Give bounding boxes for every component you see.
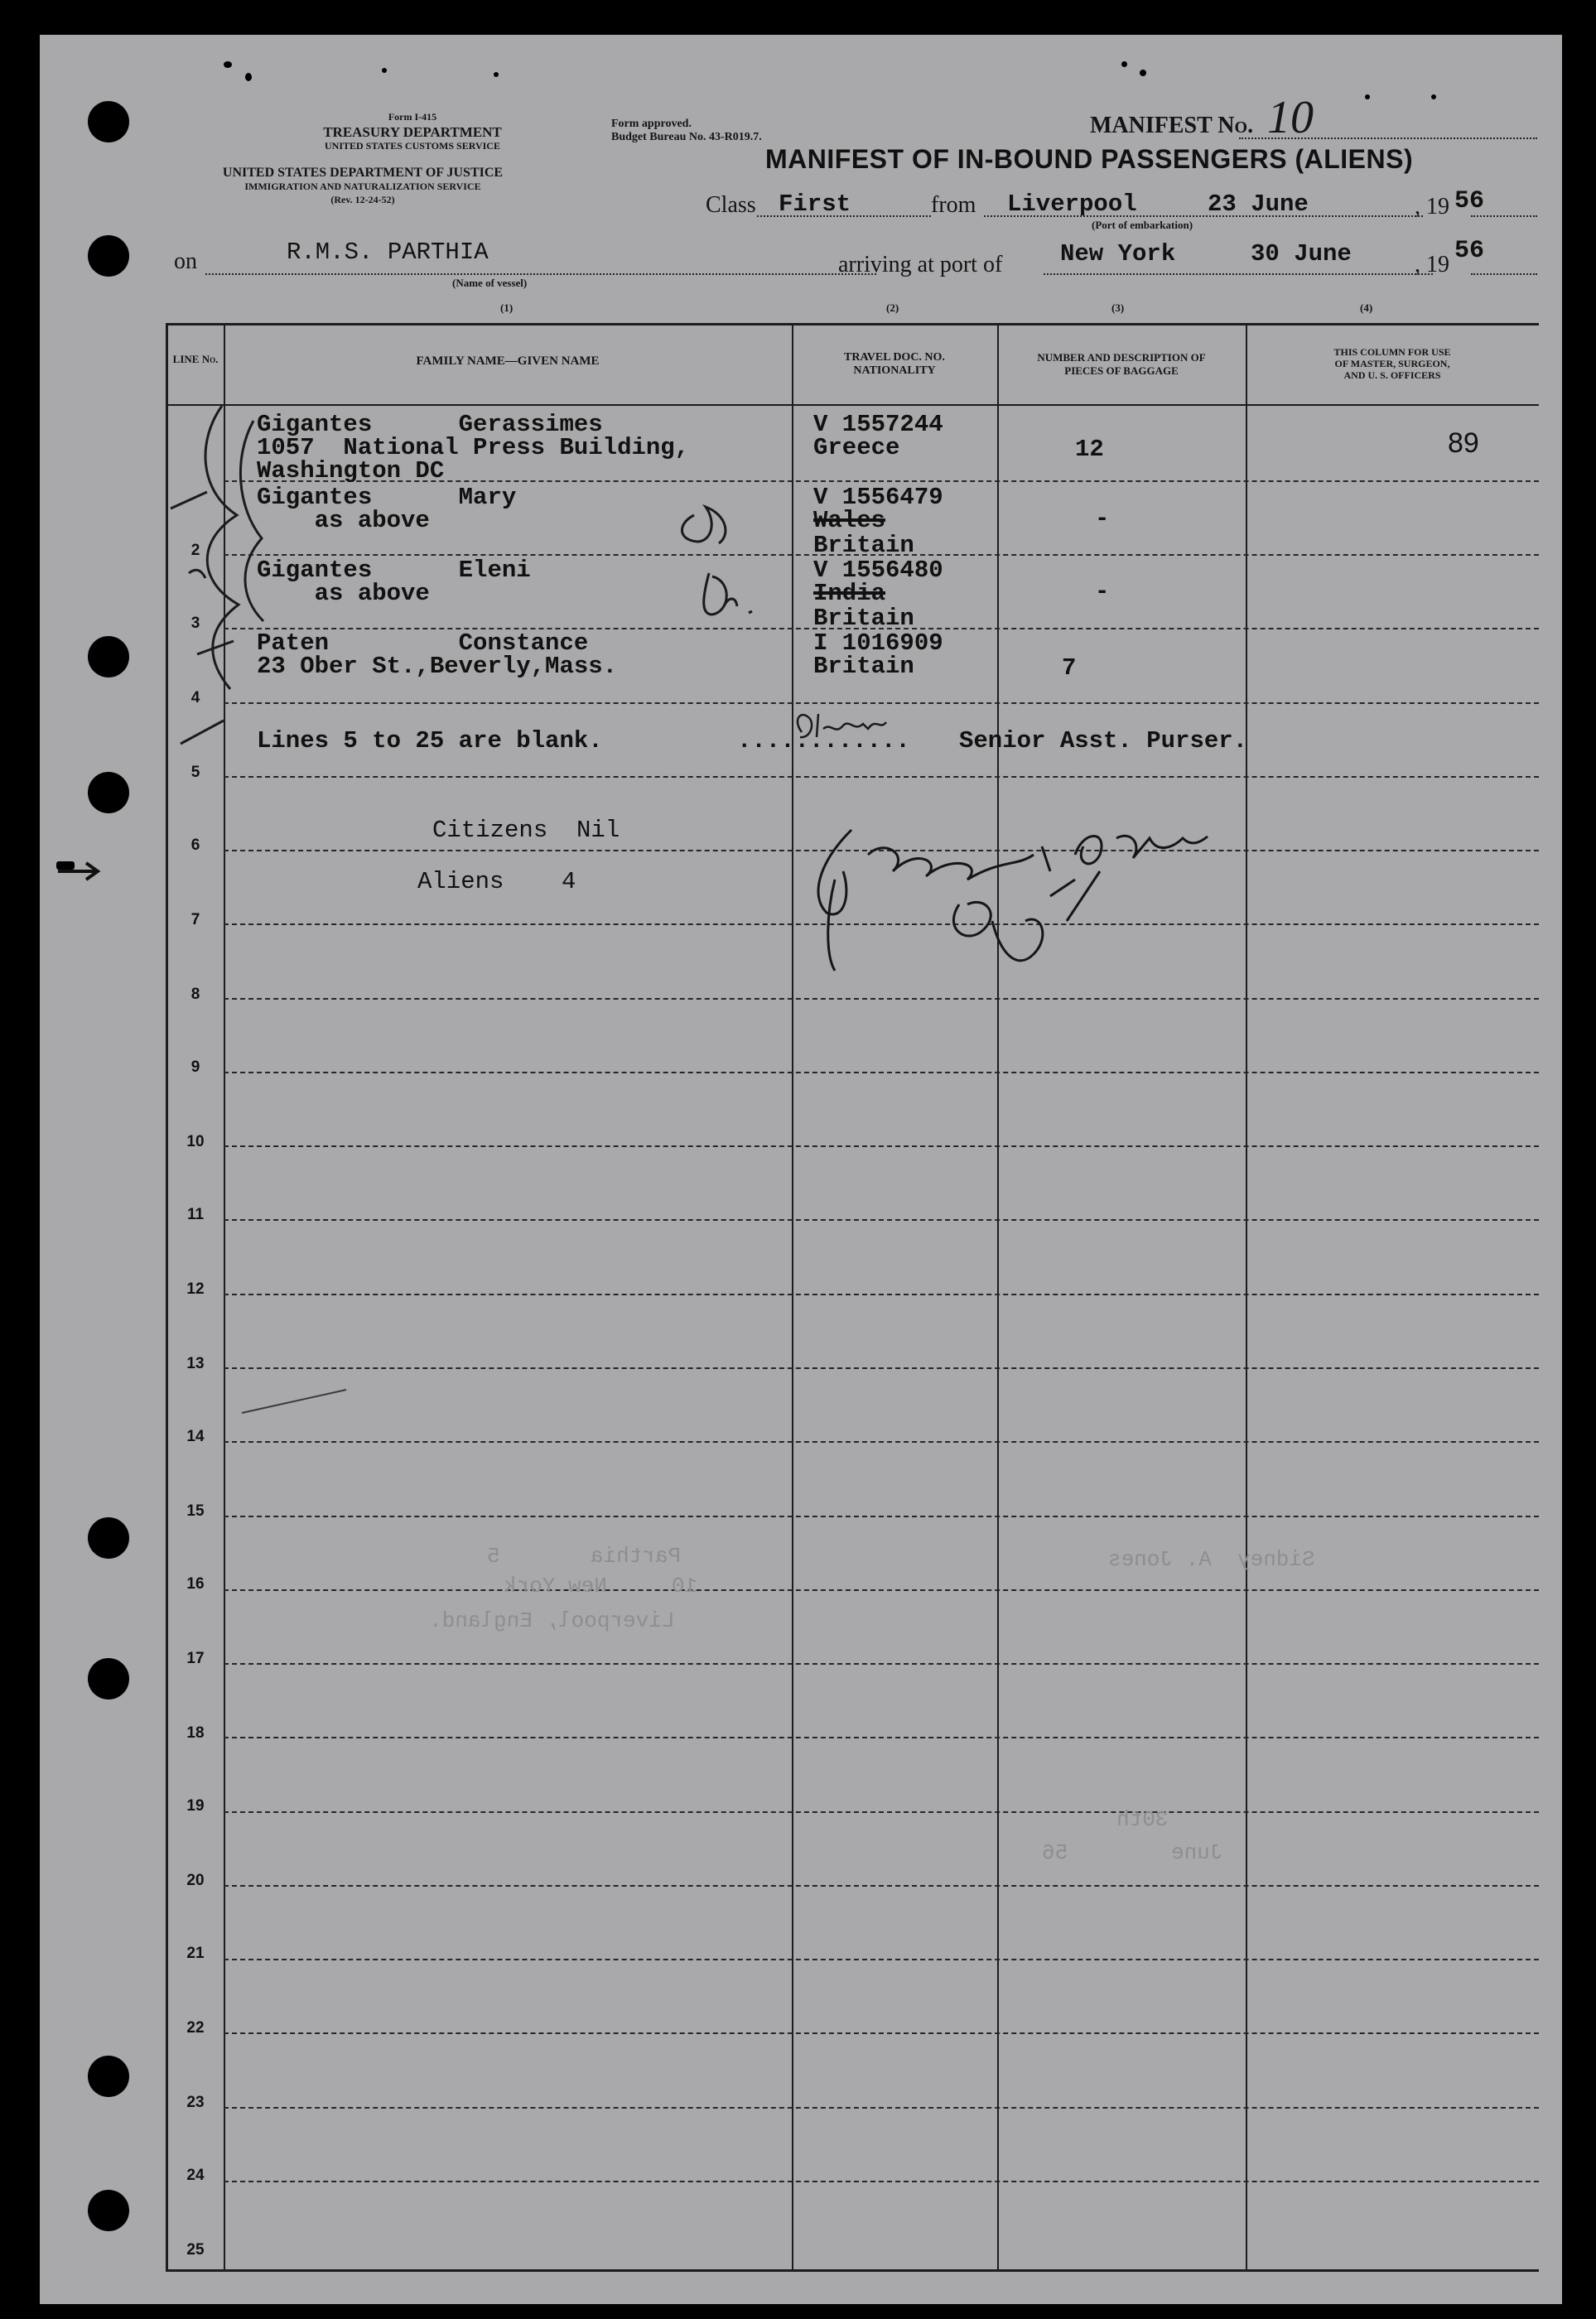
passenger-name: Gigantes Mary [257,484,517,511]
nationality: Britain [813,653,914,680]
line-number: 12 [186,1280,205,1298]
travel-doc-header: TRAVEL DOC. NO. [844,351,945,364]
passenger-name: Paten Constance [257,629,589,657]
baggage-header: NUMBER AND DESCRIPTION OF [1037,351,1206,364]
row-line [224,1737,1539,1738]
manifest-number: 10 [1267,92,1314,143]
arrival-year: 56 [1454,237,1485,265]
line-number: 10 [186,1133,205,1150]
travel-doc-number: I 1016909 [813,629,943,657]
row-line [224,1294,1539,1295]
officers-header-line3: AND U. S. OFFICERS [1343,369,1441,381]
family-bracket-mark [164,391,288,772]
vessel-caption: (Name of vessel) [452,277,528,289]
passenger-address: 1057 National Press Building, [257,434,690,461]
line-number: 22 [186,2019,205,2037]
speck [1431,94,1436,99]
line-number: 17 [186,1650,205,1667]
passenger-address: as above [257,507,430,534]
arrival-port: New York [1060,240,1176,268]
row-line [224,1219,1539,1221]
speck [224,61,232,68]
binder-hole [88,1658,129,1699]
line-number: 20 [186,1872,205,1889]
line-number: 19 [186,1797,205,1815]
immigration-service: IMMIGRATION AND NATURALIZATION SERVICE [244,181,481,192]
baggage-count: 7 [1062,654,1077,682]
nationality: Britain [813,532,914,559]
line-number: 21 [186,1945,205,1962]
bleed-through-text: Parthia 5 [487,1544,682,1569]
row-line [224,1811,1539,1813]
baggage-count: 12 [1075,436,1104,463]
speck [245,73,252,81]
baggage-header-line2: PIECES OF BAGGAGE [1064,364,1179,377]
year-line [1471,273,1537,275]
manifest-page [40,35,1562,2304]
line-number: 8 [190,986,200,1003]
officers-header-line2: OF MASTER, SURGEON, [1334,358,1450,369]
vessel-line [205,273,876,275]
row-line [224,2107,1539,2109]
bleed-through-text: Liverpool, England. [429,1608,675,1633]
signature-leader: ............ [737,727,910,755]
port-of-embarkation: Liverpool [1007,190,1137,218]
line-number: 3 [190,615,200,632]
port-of-embarkation-caption: (Port of embarkation) [1092,219,1193,231]
stray-mark [239,1385,354,1418]
line-number: 13 [186,1355,205,1372]
column-3-number: (3) [1111,301,1125,314]
row-line [224,1072,1539,1073]
arrival-line [1044,273,1433,275]
speck [382,68,387,73]
column-divider [997,323,999,2271]
bleed-through-text: 30th [1116,1807,1169,1832]
line-number: 9 [190,1058,200,1076]
row-line [224,776,1539,778]
baggage-count: - [1095,505,1110,533]
row-line [224,1959,1539,1960]
binder-hole [88,1517,129,1559]
line-number: 2 [190,542,200,559]
binder-hole [88,772,129,813]
table-top-border [166,323,1539,325]
line-number: 18 [186,1724,205,1742]
bleed-through-text: Sidney A. Jones [1108,1547,1315,1572]
officers-header: THIS COLUMN FOR USE [1333,346,1451,358]
nationality-header: NATIONALITY [853,364,936,377]
binder-hole [88,2190,129,2231]
customs-service: UNITED STATES CUSTOMS SERVICE [325,140,500,152]
column-4-number: (4) [1360,301,1373,314]
passenger-address: 23 Ober St.,Beverly,Mass. [257,653,618,680]
nationality: Greece [813,434,900,461]
passenger-address: as above [257,580,430,607]
row-line [224,1589,1539,1591]
line-number: 5 [190,764,200,781]
table-header-border [166,404,1539,406]
citizens-count: Citizens Nil [432,817,620,844]
binder-hole [88,101,129,142]
bleed-through-text: 10 New York [504,1574,698,1598]
class-value: First [779,190,851,218]
passenger-address-city: Washington DC [257,457,445,485]
treasury-department: TREASURY DEPARTMENT [323,124,502,140]
handwritten-initials [669,490,769,639]
speck [1365,94,1370,99]
column-2-number: (2) [886,301,899,314]
embarkation-year: 56 [1454,187,1485,215]
embarkation-date: 23 June [1208,190,1309,218]
binder-hole [88,235,129,277]
justice-department: UNITED STATES DEPARTMENT OF JUSTICE [222,166,504,180]
passenger-name: Gigantes Eleni [257,557,531,584]
form-revision: (Rev. 12-24-52) [330,194,395,205]
line-number: 24 [186,2167,205,2184]
row-line [224,1663,1539,1665]
row-line [224,1145,1539,1147]
manifest-title: MANIFEST OF IN-BOUND PASSENGERS (ALIENS) [765,144,1414,174]
binder-hole [88,636,129,677]
line-number: 4 [190,689,200,706]
class-label: Class [706,192,756,218]
column-1-number: (1) [500,301,514,314]
arriving-label: arriving at port of [838,252,1003,277]
line-number: 14 [186,1428,205,1445]
line-number: 25 [186,2241,205,2259]
row-line [224,1441,1539,1443]
column-divider [1246,323,1247,2271]
year-prefix: , 19 [1415,252,1449,277]
year-prefix: , 19 [1415,194,1449,219]
line-number: 15 [186,1502,205,1520]
nationality-struck: Wales [813,507,886,534]
from-label: from [931,192,976,218]
family-name-header: FAMILY NAME—GIVEN NAME [416,354,600,368]
manifest-label: MANIFEST No. [1090,113,1254,138]
row-line [224,1367,1539,1369]
purser-title: Senior Asst. Purser. [959,727,1248,755]
form-approved: Form approved. [611,118,692,130]
line-number: 7 [190,911,200,928]
passenger-name: Gigantes Gerassimes [257,411,603,438]
aliens-count: Aliens 4 [417,868,576,895]
line-number: 23 [186,2094,205,2111]
budget-bureau: Budget Bureau No. 43-R019.7. [611,131,762,143]
bleed-through-text: June 56 [1042,1840,1223,1865]
travel-doc-number: V 1556479 [813,484,943,511]
baggage-count: - [1095,578,1110,605]
row-line [224,1885,1539,1887]
vessel-name: R.M.S. PARTHIA [287,239,489,266]
nationality-struck: India [813,580,886,607]
row-line [224,2181,1539,2182]
row-line [224,2032,1539,2034]
travel-doc-number: V 1557244 [813,411,943,438]
purser-signature [785,702,934,752]
row-line [224,1516,1539,1517]
officer-note: 89 [1448,427,1479,459]
binder-hole [88,2056,129,2097]
arrival-date: 30 June [1251,240,1352,268]
speck [494,72,499,77]
line-number: 6 [190,836,200,854]
blank-lines-note: Lines 5 to 25 are blank. [257,727,603,755]
line-no-header: LINE No. [172,353,219,365]
year-line [1471,215,1537,217]
on-label: on [174,248,197,274]
travel-doc-number: V 1556480 [813,557,943,584]
line-number: 16 [186,1575,205,1593]
nationality: Britain [813,605,914,632]
speck [1121,61,1127,67]
row-line [224,998,1539,1000]
column-divider [792,323,793,2271]
line-number: 11 [186,1206,205,1223]
table-bottom-border [166,2269,1539,2272]
speck [1140,70,1146,76]
officer-signature [802,797,1365,996]
form-number: Form I-415 [388,111,437,123]
margin-arrow-mark [56,851,106,885]
